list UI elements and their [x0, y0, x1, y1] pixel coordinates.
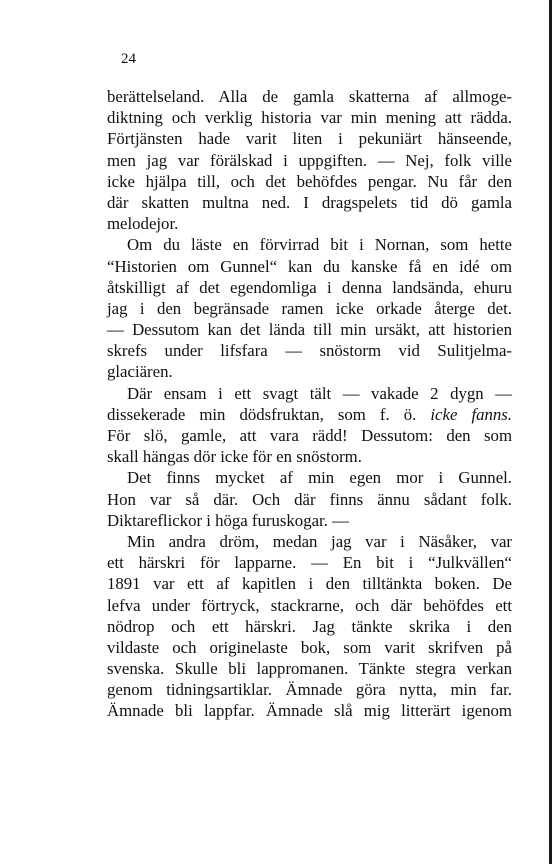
text-line: Ämnade bli lappfar. Ämnade slå mig litterärt igenom [107, 701, 512, 721]
text-line: men jag var förälskad i uppgiften. — Nej, folk ville [107, 150, 512, 170]
text-line: vildaste och originelaste bok, som varit skrifven på [107, 637, 512, 657]
text-line: “Historien om Gunnel“ kan du kanske få en idé om [107, 256, 512, 276]
text-line: ett härskri för lapparne. — En bit i “Julkvällen“ [107, 553, 512, 573]
text-line: berättelseland. Alla de gamla skatterna af allmoge- [107, 87, 512, 106]
text-line: jag i den begränsade ramen icke orkade återge det. [107, 298, 512, 318]
text-line: skrefs under lifsfara — snöstorm vid Sulitjelma- [107, 341, 512, 361]
text-line: — Dessutom kan det lända till min ursäkt, att historien [107, 320, 512, 340]
text-line: Hon var så där. Och där finns ännu sådant folk. [107, 489, 512, 509]
text-line: melodejor. [107, 214, 179, 234]
text-line: Om du läste en förvirrad bit i Nornan, som hette [127, 235, 512, 255]
text-line: svenska. Skulle bli lappromanen. Tänkte stegra verkan [107, 659, 512, 679]
text-line: där skatten multna ned. I dragspelets tid dö gamla [107, 192, 512, 212]
text-line: Där ensam i ett svagt tält — vakade 2 dygn — [127, 383, 512, 403]
text-line: nödrop och ett härskri. Jag tänkte skrika i den [107, 616, 512, 636]
text-line: icke hjälpa till, och det behöfdes pengar. Nu får den [107, 171, 512, 191]
text-line: Förtjänsten hade varit liten i pekuniärt hänseende, [107, 129, 512, 149]
text-line: diktning och verklig historia var min mening att rädda. [107, 108, 512, 128]
text-line: 1891 var ett af kapitlen i den tilltänkta boken. De [107, 574, 512, 594]
text-line: glaciären. [107, 362, 173, 382]
italic-phrase: icke fanns. [430, 404, 513, 424]
text-segment: dissekerade min dödsfruktan, som f. ö. [107, 404, 417, 424]
text-line: lefva under förtryck, stackrarne, och där behöfdes ett [107, 595, 512, 615]
text-line: För slö, gamle, att vara rädd! Dessutom: den som [107, 426, 512, 445]
text-line: Min andra dröm, medan jag var i Näsåker, var [127, 531, 512, 551]
text-line: skall hängas dör icke för en snöstorm. [107, 447, 362, 467]
text-line: Diktareflickor i höga furuskogar. — [107, 510, 349, 530]
text-line: åtskilligt af det egendomliga i denna landsända, ehuru [107, 277, 512, 297]
text-line-with-italic [107, 404, 512, 425]
text-line: Det finns mycket af min egen mor i Gunnel. [127, 468, 512, 488]
page-number: 24 [121, 51, 136, 67]
text-line: genom tidningsartiklar. Ämnade göra nytta, min far. [107, 680, 512, 700]
body-text [107, 86, 512, 722]
